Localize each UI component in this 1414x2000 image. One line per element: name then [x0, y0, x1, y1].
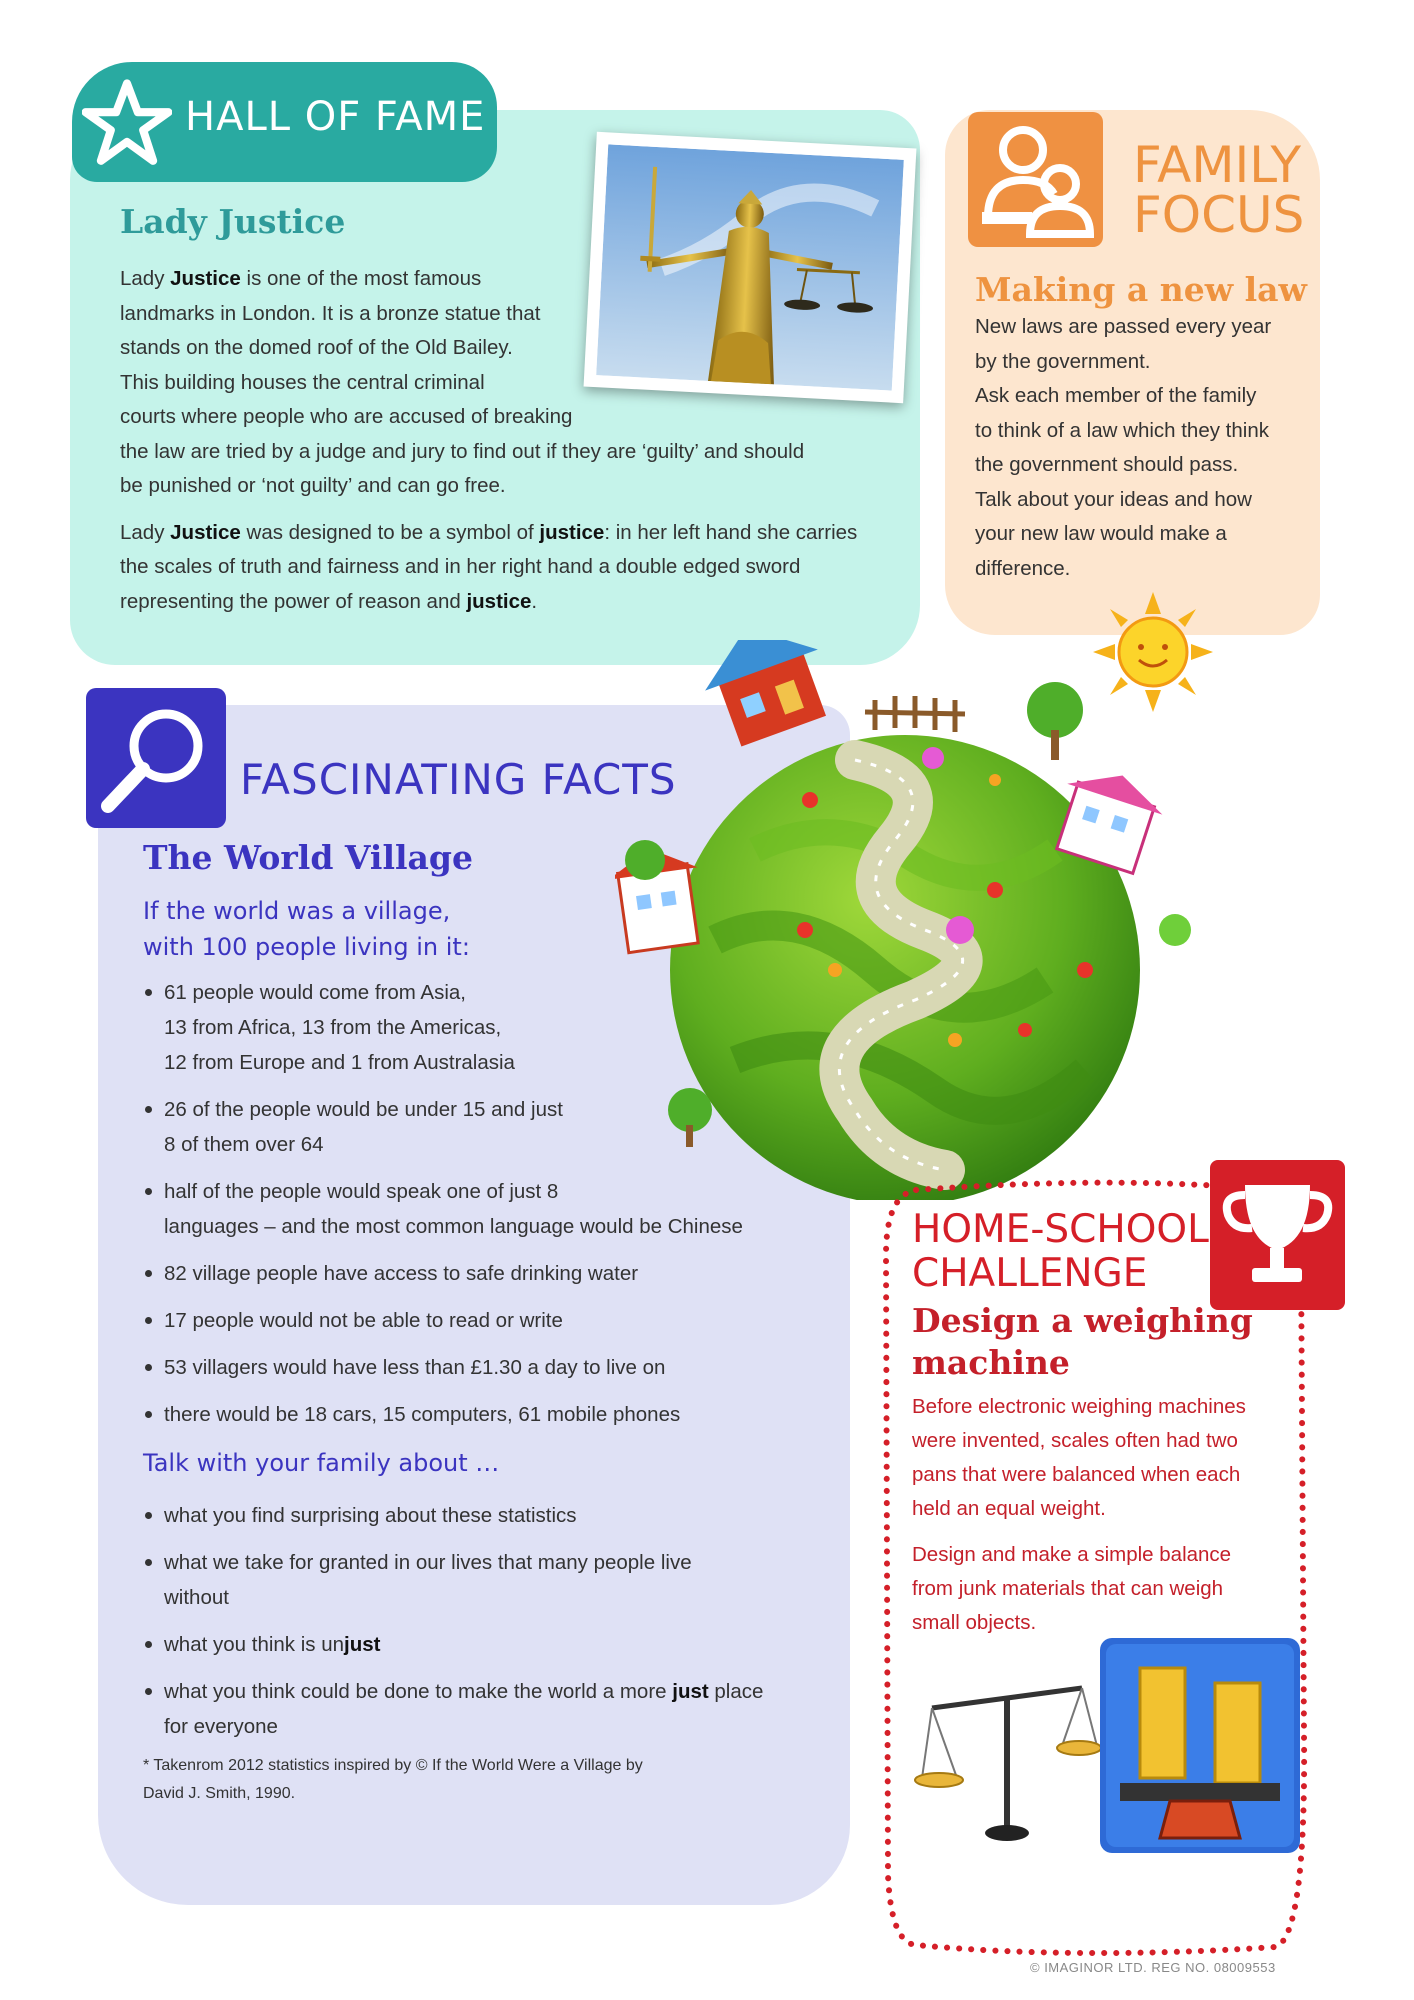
- text-line: difference.: [975, 556, 1071, 580]
- hall-of-fame-title: HALL OF FAME: [185, 94, 486, 140]
- text-line: 82 village people have access to safe drinking water: [164, 1262, 639, 1285]
- title-line: FOCUS: [1133, 186, 1305, 244]
- weighing-machine-text: [912, 1390, 1297, 1652]
- text-line: 12 from Europe and 1 from Australasia: [164, 1051, 515, 1074]
- list-item: [143, 1545, 823, 1615]
- text-line: for everyone: [164, 1715, 278, 1738]
- text-span: landmarks in London. It is a bronze statue that: [120, 301, 541, 325]
- family-icon-tile: [968, 112, 1103, 247]
- text-line: to think of a law which they think: [975, 418, 1269, 442]
- text-span: stands on the domed roof of the Old Bailey.: [120, 336, 513, 359]
- footnote-line: David J. Smith, 1990.: [143, 1785, 296, 1802]
- text-line: 26 of the people would be under 15 and just: [164, 1098, 563, 1121]
- weighing-paragraph-1: [912, 1390, 1297, 1526]
- text-line: there would be 18 cars, 15 computers, 61 mobile phones: [164, 1403, 681, 1426]
- list-item: [143, 1498, 823, 1533]
- text-line: Talk about your ideas and how: [975, 487, 1252, 511]
- list-item: [143, 1350, 823, 1385]
- text-line: 13 from Africa, 13 from the Americas,: [164, 1016, 502, 1039]
- weighing-paragraph-2: [912, 1538, 1297, 1640]
- world-village-heading: The World Village: [143, 838, 473, 877]
- talk-with-family-list: [143, 1498, 823, 1756]
- text-span: courts where people who are accused of breaking: [120, 405, 573, 428]
- intro-line: with 100 people living in it:: [143, 933, 470, 961]
- text-span: the law are tried by a judge and jury to find out if they are ‘guilty’ and should: [120, 439, 805, 463]
- magnifier-icon: [86, 688, 226, 828]
- heading-line: machine: [912, 1343, 1070, 1382]
- justice-keyword: justice: [466, 589, 532, 613]
- text-span: This building houses the central criminal: [120, 370, 485, 394]
- text-line: 61 people would come from Asia,: [164, 981, 466, 1004]
- text-span: is one of the most famous: [240, 267, 482, 290]
- family-focus-text: [975, 310, 1315, 586]
- text-line: what we take for granted in our lives that many people live: [164, 1551, 692, 1574]
- text-span: held an equal weight.: [912, 1497, 1106, 1520]
- text-span: from junk materials that can weigh: [912, 1577, 1224, 1600]
- text-span: what you find surprising about these statistics: [164, 1504, 577, 1527]
- text-line: the government should pass.: [975, 453, 1239, 476]
- list-item: [143, 1397, 823, 1432]
- title-line: FAMILY: [1133, 136, 1302, 194]
- footnote-line: * Takenrom 2012 statistics inspired by © If the World Were a Village by: [143, 1757, 643, 1774]
- list-item: [143, 1303, 823, 1338]
- text-span: Before electronic weighing machines: [912, 1395, 1246, 1418]
- heading-line: Design a weighing: [912, 1301, 1253, 1340]
- text-span: be punished or ‘not guilty’ and can go free.: [120, 474, 506, 497]
- balance-scales-illustration: [912, 1668, 1102, 1848]
- text-span: Design and make a simple balance: [912, 1543, 1232, 1566]
- text-span: what you think is un: [164, 1633, 345, 1656]
- text-line: 8 of them over 64: [164, 1133, 324, 1156]
- lady-justice-paragraph-1: [120, 262, 910, 504]
- family-focus-title: [1133, 136, 1333, 244]
- trophy-icon-tile: [1210, 1160, 1345, 1310]
- sun-icon: [1093, 592, 1213, 712]
- title-line: HOME-SCHOOL: [912, 1207, 1209, 1252]
- fascinating-facts-title: FASCINATING FACTS: [240, 755, 677, 804]
- making-new-law-heading: Making a new law: [975, 270, 1307, 309]
- text-span: representing the power of reason and: [120, 589, 467, 613]
- justice-keyword: Justice: [170, 520, 241, 544]
- list-item: [143, 1674, 823, 1744]
- home-school-challenge-title: [912, 1208, 1212, 1296]
- lady-justice-paragraph-2: [120, 516, 910, 620]
- text-line: languages – and the most common language would be Chinese: [164, 1215, 743, 1238]
- text-line: New laws are passed every year: [975, 315, 1272, 338]
- text-span: pans that were balanced when each: [912, 1463, 1241, 1486]
- magnifier-icon-tile: [86, 688, 226, 828]
- text-line: Ask each member of the family: [975, 384, 1257, 407]
- weighing-machine-heading: [912, 1300, 1292, 1384]
- text-span: were invented, scales often had two: [912, 1429, 1238, 1452]
- text-line: your new law would make a: [975, 522, 1227, 545]
- text-span: place: [708, 1680, 764, 1703]
- lady-justice-text: [120, 262, 910, 631]
- text-span: Lady: [120, 520, 171, 544]
- list-item: [143, 1627, 823, 1662]
- text-line: half of the people would speak one of just 8: [164, 1180, 559, 1203]
- text-line: without: [164, 1586, 229, 1609]
- family-icon: [968, 112, 1103, 247]
- world-village-globe-illustration: [615, 640, 1215, 1200]
- text-span: .: [531, 589, 538, 613]
- world-village-intro: [143, 893, 543, 965]
- justice-keyword: Justice: [170, 267, 241, 290]
- copyright-notice: © IMAGINOR LTD. REG NO. 08009553: [1030, 1960, 1276, 1975]
- just-keyword: just: [672, 1680, 709, 1703]
- text-line: 17 people would not be able to read or write: [164, 1309, 563, 1332]
- lady-justice-heading: Lady Justice: [120, 202, 346, 241]
- statistics-footnote: [143, 1752, 763, 1808]
- text-span: Lady: [120, 267, 171, 290]
- text-span: the scales of truth and fairness and in her right hand a double edged sword: [120, 555, 801, 578]
- talk-with-family-heading: Talk with your family about …: [143, 1449, 500, 1477]
- text-line: by the government.: [975, 349, 1151, 373]
- text-span: what you think could be done to make the world a more: [164, 1680, 673, 1703]
- text-line: 53 villagers would have less than £1.30 a day to live on: [164, 1356, 666, 1379]
- star-icon: [82, 78, 172, 168]
- trophy-icon: [1210, 1160, 1345, 1310]
- text-span: small objects.: [912, 1611, 1037, 1634]
- text-span: was designed to be a symbol of: [240, 520, 540, 544]
- weights-on-scale-image: [1100, 1638, 1300, 1853]
- text-span: : in her left hand she carries: [604, 520, 858, 544]
- justice-keyword: justice: [539, 520, 605, 544]
- just-keyword: just: [344, 1633, 381, 1656]
- list-item: [143, 1256, 823, 1291]
- title-line: CHALLENGE: [912, 1251, 1148, 1296]
- intro-line: If the world was a village,: [143, 897, 451, 925]
